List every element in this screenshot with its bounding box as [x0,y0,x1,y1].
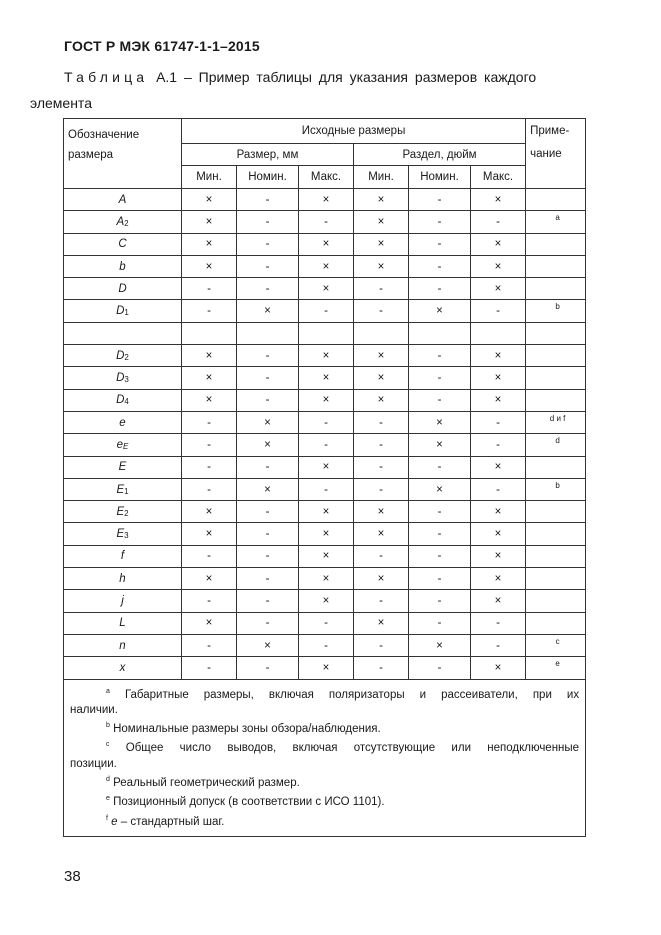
value-cell: × [471,255,526,277]
row-designation: $E_1$ [64,478,182,500]
value-cell: - [299,211,354,233]
value-cell: - [237,657,299,679]
value-cell: × [354,523,409,545]
value-cell: - [409,233,471,255]
value-cell: - [409,389,471,411]
table-row [64,389,586,411]
value-cell: × [471,568,526,590]
value-cell: - [471,411,526,433]
value-cell: - [409,278,471,300]
row-designation: $D_2$ [64,345,182,367]
row-designation: L [64,612,182,634]
row-note [526,523,586,545]
value-cell: × [299,501,354,523]
row-designation: b [64,255,182,277]
value-cell: - [354,657,409,679]
value-cell: - [182,300,237,322]
value-cell: - [299,300,354,322]
value-cell: - [237,211,299,233]
footnote-a: $^a$ Габаритные размеры, включая поляризаторы и рассеиватели, при их [106,687,580,701]
value-cell: - [409,523,471,545]
value-cell: - [409,612,471,634]
value-cell: × [471,233,526,255]
value-cell: - [237,590,299,612]
value-cell: × [182,189,237,211]
row-designation: $E_2$ [64,501,182,523]
header-size-mm: Размер, мм [182,144,354,166]
value-cell: - [237,255,299,277]
value-cell: - [409,545,471,567]
header-size-inch: Раздел, дюйм [354,144,526,166]
table-row [64,612,586,634]
row-note [526,278,586,300]
value-cell: × [354,211,409,233]
value-cell: - [237,456,299,478]
header-mm-max: Макс. [299,166,354,189]
value-cell: - [409,211,471,233]
caption-word: Таблица [64,69,149,85]
value-cell: × [354,255,409,277]
header-designation-line2: размера [68,149,114,161]
footnote-f: $^f$ e – стандартный шаг. [106,814,225,828]
value-cell: × [299,345,354,367]
value-cell: - [354,434,409,456]
value-cell: - [409,501,471,523]
value-cell: - [182,434,237,456]
footnote-d: $^d$ Реальный геометрический размер. [106,776,300,790]
value-cell [182,322,237,344]
row-designation: h [64,568,182,590]
value-cell: × [409,411,471,433]
value-cell: - [471,211,526,233]
row-designation: e [64,411,182,433]
value-cell: × [182,233,237,255]
table-row [64,189,586,211]
value-cell: - [409,189,471,211]
table-row [64,523,586,545]
table-row [64,545,586,567]
value-cell: × [299,389,354,411]
table-row [64,233,586,255]
value-cell: × [471,590,526,612]
table-row [64,501,586,523]
value-cell: - [471,478,526,500]
header-inch-nom: Номин. [409,166,471,189]
value-cell: × [299,568,354,590]
value-cell: - [182,278,237,300]
value-cell: × [471,501,526,523]
value-cell: - [409,590,471,612]
row-note: b [526,300,586,322]
value-cell: - [182,456,237,478]
value-cell [409,322,471,344]
table-row [64,590,586,612]
table-body [64,189,586,680]
value-cell: × [182,612,237,634]
table-row [64,657,586,679]
value-cell: × [299,657,354,679]
value-cell: × [471,545,526,567]
header-inch-max: Макс. [471,166,526,189]
value-cell: × [471,367,526,389]
row-designation: j [64,590,182,612]
table-caption [64,64,614,90]
value-cell: - [299,411,354,433]
value-cell: × [471,657,526,679]
value-cell: - [409,657,471,679]
value-cell: - [471,612,526,634]
value-cell: × [354,568,409,590]
row-designation [64,322,182,344]
header-note [526,119,586,189]
row-note [526,568,586,590]
value-cell: - [299,634,354,656]
value-cell: - [237,612,299,634]
footnote-c: $^c$ Общее число выводов, включая отсутствующие или неподключенные [106,741,580,755]
value-cell: × [237,434,299,456]
row-note [526,389,586,411]
value-cell: - [354,634,409,656]
row-note [526,590,586,612]
row-designation: $D_1$ [64,300,182,322]
footnote-c-continuation: позиции. [70,757,117,770]
value-cell: - [354,590,409,612]
value-cell: - [237,389,299,411]
header-designation-line1: Обозначение [68,129,140,141]
value-cell: × [237,478,299,500]
value-cell: - [237,278,299,300]
value-cell: × [354,501,409,523]
value-cell: × [299,545,354,567]
row-note: d и f [526,411,586,433]
value-cell: × [471,345,526,367]
value-cell: - [471,634,526,656]
value-cell: - [299,434,354,456]
value-cell: - [182,634,237,656]
value-cell: - [409,568,471,590]
value-cell: - [354,300,409,322]
table-row [64,411,586,433]
header-inch-min: Мин. [354,166,409,189]
table-row [64,345,586,367]
row-note [526,456,586,478]
dimensions-table [63,118,586,837]
value-cell: - [354,545,409,567]
row-note [526,233,586,255]
value-cell: × [471,389,526,411]
value-cell: - [182,411,237,433]
value-cell: × [299,590,354,612]
value-cell: × [182,255,237,277]
row-note: a [526,211,586,233]
row-designation: x [64,657,182,679]
value-cell: × [182,501,237,523]
row-note: b [526,478,586,500]
value-cell: - [237,189,299,211]
row-designation: $e_E$ [64,434,182,456]
table-row [64,634,586,656]
value-cell: - [409,456,471,478]
value-cell: × [182,345,237,367]
header-note-line2: чание [530,148,562,160]
value-cell: × [354,612,409,634]
value-cell: - [299,478,354,500]
value-cell: × [299,255,354,277]
value-cell: × [182,389,237,411]
value-cell: × [299,278,354,300]
header-designation [64,119,182,189]
value-cell: × [299,233,354,255]
table-row [64,367,586,389]
value-cell: × [237,634,299,656]
value-cell: × [471,456,526,478]
value-cell [299,322,354,344]
value-cell: - [237,233,299,255]
value-cell: × [471,278,526,300]
value-cell: - [237,568,299,590]
value-cell: × [354,345,409,367]
row-note: c [526,634,586,656]
table-row [64,211,586,233]
value-cell: - [237,367,299,389]
value-cell: - [182,478,237,500]
value-cell: - [237,345,299,367]
value-cell: × [354,233,409,255]
row-note [526,255,586,277]
document-code: ГОСТ Р МЭК 61747-1-1–2015 [64,38,260,54]
header-source-dims: Исходные размеры [182,119,526,144]
value-cell: × [354,189,409,211]
value-cell: - [354,456,409,478]
row-note [526,545,586,567]
value-cell: - [471,434,526,456]
table-row [64,456,586,478]
value-cell: - [409,255,471,277]
value-cell: × [237,411,299,433]
value-cell: × [409,434,471,456]
row-note [526,189,586,211]
table-row [64,255,586,277]
row-designation: D [64,278,182,300]
value-cell: - [237,523,299,545]
value-cell: - [237,545,299,567]
row-note [526,345,586,367]
row-designation: $E_3$ [64,523,182,545]
row-designation: E [64,456,182,478]
value-cell: - [409,367,471,389]
value-cell: - [182,657,237,679]
value-cell: × [409,300,471,322]
page-number: 38 [64,868,81,885]
value-cell: × [299,523,354,545]
value-cell: × [182,523,237,545]
row-note [526,501,586,523]
value-cell: × [299,367,354,389]
value-cell: - [182,545,237,567]
table-row [64,478,586,500]
table-row [64,434,586,456]
value-cell: - [471,300,526,322]
value-cell: - [354,411,409,433]
footnotes [64,679,586,836]
value-cell: × [409,634,471,656]
row-designation: n [64,634,182,656]
row-note [526,367,586,389]
value-cell: × [299,189,354,211]
value-cell: - [354,278,409,300]
table-row [64,322,586,344]
footnote-e: $^e$ Позиционный допуск (в соответствии с ИСО 1101). [106,795,385,809]
table-row [64,568,586,590]
value-cell [354,322,409,344]
value-cell: - [409,345,471,367]
value-cell [471,322,526,344]
footnote-b: $^b$ Номинальные размеры зоны обзора/наблюдения. [106,722,381,736]
value-cell: × [237,300,299,322]
value-cell: - [237,501,299,523]
row-designation: $D_3$ [64,367,182,389]
row-designation: $D_4$ [64,389,182,411]
row-note [526,612,586,634]
header-note-line1: Приме- [530,125,570,137]
row-designation: A [64,189,182,211]
value-cell: - [299,612,354,634]
header-mm-nom: Номин. [237,166,299,189]
row-designation: f [64,545,182,567]
value-cell: × [299,456,354,478]
value-cell: × [182,211,237,233]
value-cell: × [471,523,526,545]
value-cell: × [471,189,526,211]
table-row [64,300,586,322]
value-cell: × [409,478,471,500]
row-designation: C [64,233,182,255]
value-cell: - [182,590,237,612]
value-cell: × [182,367,237,389]
row-note [526,322,586,344]
caption-continuation: элемента [30,95,92,111]
table-row [64,278,586,300]
value-cell [237,322,299,344]
value-cell: × [354,389,409,411]
caption-text: А.1 – Пример таблицы для указания размеров каждого [156,69,537,85]
row-note: e [526,657,586,679]
value-cell: × [182,568,237,590]
header-mm-min: Мин. [182,166,237,189]
row-note: d [526,434,586,456]
value-cell: - [354,478,409,500]
row-designation: $A_2$ [64,211,182,233]
footnote-a-continuation: наличии. [70,703,118,716]
value-cell: × [354,367,409,389]
